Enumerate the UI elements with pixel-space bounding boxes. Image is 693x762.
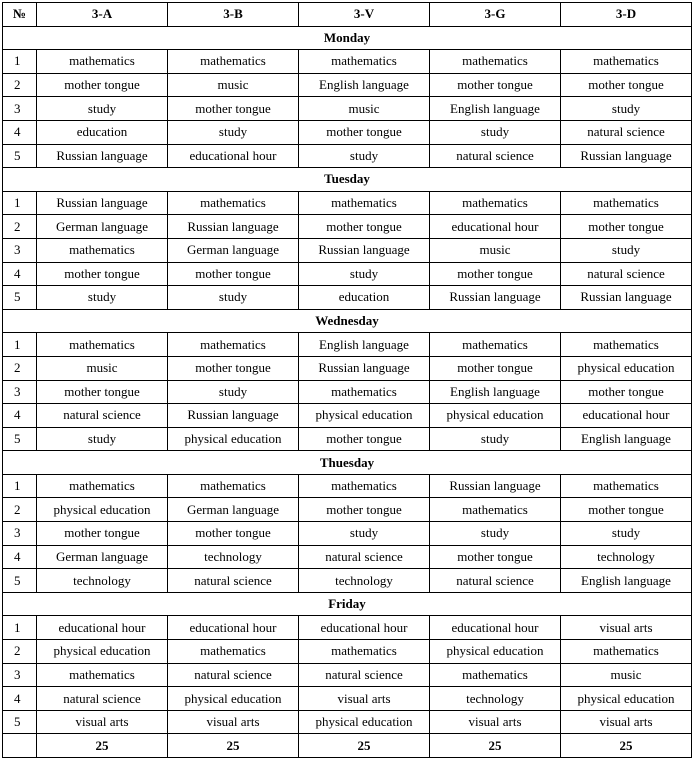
subject-cell: German language bbox=[37, 545, 168, 569]
lesson-row bbox=[3, 144, 692, 168]
subject-cell: physical education bbox=[168, 427, 299, 451]
subject-cell: Russian language bbox=[299, 238, 430, 262]
subject-cell: music bbox=[430, 238, 561, 262]
day-name: Friday bbox=[3, 592, 692, 616]
lesson-number: 3 bbox=[3, 380, 37, 404]
subject-cell: mother tongue bbox=[37, 262, 168, 286]
lesson-number: 2 bbox=[3, 498, 37, 522]
lesson-number: 1 bbox=[3, 474, 37, 498]
subject-cell: technology bbox=[430, 687, 561, 711]
lesson-number: 3 bbox=[3, 238, 37, 262]
subject-cell: mother tongue bbox=[430, 262, 561, 286]
lesson-number: 4 bbox=[3, 120, 37, 144]
subject-cell: English language bbox=[561, 569, 692, 593]
subject-cell: mathematics bbox=[430, 50, 561, 74]
subject-cell: Russian language bbox=[37, 191, 168, 215]
subject-cell: mother tongue bbox=[299, 215, 430, 239]
subject-cell: mathematics bbox=[168, 191, 299, 215]
lesson-row bbox=[3, 97, 692, 121]
subject-cell: English language bbox=[299, 333, 430, 357]
lesson-row bbox=[3, 215, 692, 239]
subject-cell: German language bbox=[168, 238, 299, 262]
subject-cell: mathematics bbox=[168, 50, 299, 74]
subject-cell: Russian language bbox=[561, 286, 692, 310]
lesson-row bbox=[3, 286, 692, 310]
lesson-row bbox=[3, 356, 692, 380]
lesson-row bbox=[3, 710, 692, 734]
totals-row bbox=[3, 734, 692, 758]
subject-cell: visual arts bbox=[299, 687, 430, 711]
day-header-row bbox=[3, 26, 692, 50]
subject-cell: natural science bbox=[299, 545, 430, 569]
lesson-row bbox=[3, 640, 692, 664]
subject-cell: visual arts bbox=[430, 710, 561, 734]
subject-cell: mother tongue bbox=[430, 356, 561, 380]
subject-cell: mathematics bbox=[299, 380, 430, 404]
subject-cell: visual arts bbox=[168, 710, 299, 734]
subject-cell: mathematics bbox=[37, 333, 168, 357]
subject-cell: mother tongue bbox=[299, 120, 430, 144]
subject-cell: study bbox=[430, 120, 561, 144]
lesson-number: 2 bbox=[3, 640, 37, 664]
subject-cell: Russian language bbox=[430, 474, 561, 498]
lesson-row bbox=[3, 569, 692, 593]
lesson-number: 3 bbox=[3, 663, 37, 687]
subject-cell: music bbox=[299, 97, 430, 121]
subject-cell: study bbox=[299, 262, 430, 286]
subject-cell: mother tongue bbox=[168, 522, 299, 546]
total-cell: 25 bbox=[168, 734, 299, 758]
subject-cell: technology bbox=[37, 569, 168, 593]
lesson-number: 5 bbox=[3, 427, 37, 451]
lesson-number: 3 bbox=[3, 522, 37, 546]
header-class-3a: 3-A bbox=[37, 3, 168, 27]
lesson-row bbox=[3, 687, 692, 711]
subject-cell: technology bbox=[168, 545, 299, 569]
subject-cell: mathematics bbox=[168, 474, 299, 498]
day-name: Monday bbox=[3, 26, 692, 50]
subject-cell: mathematics bbox=[430, 191, 561, 215]
lesson-number: 3 bbox=[3, 97, 37, 121]
lesson-number: 2 bbox=[3, 356, 37, 380]
subject-cell: mathematics bbox=[37, 474, 168, 498]
subject-cell: study bbox=[561, 522, 692, 546]
day-name: Thuesday bbox=[3, 451, 692, 475]
subject-cell: mother tongue bbox=[37, 380, 168, 404]
lesson-number: 2 bbox=[3, 215, 37, 239]
lesson-row bbox=[3, 191, 692, 215]
subject-cell: natural science bbox=[561, 262, 692, 286]
lesson-number: 4 bbox=[3, 545, 37, 569]
day-header-row bbox=[3, 451, 692, 475]
subject-cell: physical education bbox=[430, 404, 561, 428]
subject-cell: educational hour bbox=[37, 616, 168, 640]
subject-cell: mathematics bbox=[561, 640, 692, 664]
subject-cell: English language bbox=[561, 427, 692, 451]
lesson-row bbox=[3, 50, 692, 74]
subject-cell: study bbox=[299, 522, 430, 546]
lesson-number: 1 bbox=[3, 191, 37, 215]
lesson-number: 5 bbox=[3, 710, 37, 734]
subject-cell: study bbox=[37, 286, 168, 310]
subject-cell: mathematics bbox=[430, 663, 561, 687]
subject-cell: natural science bbox=[168, 569, 299, 593]
subject-cell: music bbox=[37, 356, 168, 380]
subject-cell: mother tongue bbox=[299, 498, 430, 522]
subject-cell: mother tongue bbox=[561, 73, 692, 97]
lesson-row bbox=[3, 498, 692, 522]
lesson-row bbox=[3, 380, 692, 404]
total-cell: 25 bbox=[430, 734, 561, 758]
subject-cell: mathematics bbox=[561, 474, 692, 498]
header-row bbox=[3, 3, 692, 27]
subject-cell: physical education bbox=[168, 687, 299, 711]
lesson-number: 1 bbox=[3, 616, 37, 640]
schedule-body bbox=[3, 26, 692, 734]
subject-cell: natural science bbox=[430, 144, 561, 168]
subject-cell: mathematics bbox=[168, 333, 299, 357]
subject-cell: Russian language bbox=[561, 144, 692, 168]
lesson-row bbox=[3, 522, 692, 546]
subject-cell: mathematics bbox=[561, 50, 692, 74]
subject-cell: mathematics bbox=[37, 238, 168, 262]
subject-cell: education bbox=[37, 120, 168, 144]
lesson-number: 5 bbox=[3, 144, 37, 168]
subject-cell: Russian language bbox=[430, 286, 561, 310]
subject-cell: educational hour bbox=[430, 616, 561, 640]
subject-cell: mathematics bbox=[299, 50, 430, 74]
subject-cell: English language bbox=[430, 97, 561, 121]
subject-cell: mother tongue bbox=[430, 73, 561, 97]
subject-cell: educational hour bbox=[561, 404, 692, 428]
subject-cell: Russian language bbox=[168, 215, 299, 239]
lesson-row bbox=[3, 262, 692, 286]
day-name: Tuesday bbox=[3, 168, 692, 192]
subject-cell: physical education bbox=[37, 640, 168, 664]
subject-cell: mother tongue bbox=[299, 427, 430, 451]
day-header-row bbox=[3, 168, 692, 192]
header-class-3b: 3-B bbox=[168, 3, 299, 27]
subject-cell: education bbox=[299, 286, 430, 310]
lesson-number: 4 bbox=[3, 262, 37, 286]
subject-cell: Russian language bbox=[37, 144, 168, 168]
subject-cell: mathematics bbox=[37, 663, 168, 687]
subject-cell: educational hour bbox=[168, 616, 299, 640]
lesson-number: 4 bbox=[3, 687, 37, 711]
subject-cell: mathematics bbox=[561, 333, 692, 357]
lesson-row bbox=[3, 616, 692, 640]
lesson-number: 2 bbox=[3, 73, 37, 97]
subject-cell: music bbox=[168, 73, 299, 97]
day-header-row bbox=[3, 592, 692, 616]
subject-cell: natural science bbox=[430, 569, 561, 593]
subject-cell: mother tongue bbox=[37, 522, 168, 546]
subject-cell: mother tongue bbox=[37, 73, 168, 97]
subject-cell: educational hour bbox=[299, 616, 430, 640]
subject-cell: mother tongue bbox=[430, 545, 561, 569]
header-class-3g: 3-G bbox=[430, 3, 561, 27]
subject-cell: visual arts bbox=[37, 710, 168, 734]
subject-cell: mathematics bbox=[37, 50, 168, 74]
subject-cell: mother tongue bbox=[561, 380, 692, 404]
subject-cell: study bbox=[430, 522, 561, 546]
subject-cell: physical education bbox=[430, 640, 561, 664]
lesson-row bbox=[3, 238, 692, 262]
subject-cell: physical education bbox=[561, 687, 692, 711]
subject-cell: Russian language bbox=[168, 404, 299, 428]
subject-cell: natural science bbox=[37, 404, 168, 428]
subject-cell: study bbox=[561, 97, 692, 121]
subject-cell: visual arts bbox=[561, 616, 692, 640]
subject-cell: mathematics bbox=[561, 191, 692, 215]
lesson-row bbox=[3, 427, 692, 451]
subject-cell: mathematics bbox=[299, 191, 430, 215]
subject-cell: physical education bbox=[37, 498, 168, 522]
subject-cell: physical education bbox=[299, 404, 430, 428]
subject-cell: study bbox=[37, 97, 168, 121]
day-name: Wednesday bbox=[3, 309, 692, 333]
totals-label bbox=[3, 734, 37, 758]
subject-cell: mother tongue bbox=[168, 356, 299, 380]
subject-cell: physical education bbox=[299, 710, 430, 734]
subject-cell: natural science bbox=[299, 663, 430, 687]
subject-cell: visual arts bbox=[561, 710, 692, 734]
subject-cell: study bbox=[430, 427, 561, 451]
lesson-row bbox=[3, 663, 692, 687]
subject-cell: mathematics bbox=[430, 333, 561, 357]
header-class-3v: 3-V bbox=[299, 3, 430, 27]
subject-cell: natural science bbox=[37, 687, 168, 711]
lesson-number: 1 bbox=[3, 50, 37, 74]
subject-cell: study bbox=[37, 427, 168, 451]
subject-cell: physical education bbox=[561, 356, 692, 380]
lesson-row bbox=[3, 333, 692, 357]
lesson-number: 1 bbox=[3, 333, 37, 357]
subject-cell: English language bbox=[299, 73, 430, 97]
subject-cell: mother tongue bbox=[168, 262, 299, 286]
day-header-row bbox=[3, 309, 692, 333]
subject-cell: mother tongue bbox=[561, 215, 692, 239]
subject-cell: mathematics bbox=[430, 498, 561, 522]
lesson-row bbox=[3, 120, 692, 144]
subject-cell: mathematics bbox=[168, 640, 299, 664]
lesson-row bbox=[3, 404, 692, 428]
weekly-schedule-table bbox=[2, 2, 692, 758]
subject-cell: music bbox=[561, 663, 692, 687]
subject-cell: natural science bbox=[561, 120, 692, 144]
subject-cell: study bbox=[168, 380, 299, 404]
subject-cell: technology bbox=[561, 545, 692, 569]
subject-cell: English language bbox=[430, 380, 561, 404]
lesson-number: 5 bbox=[3, 569, 37, 593]
subject-cell: German language bbox=[168, 498, 299, 522]
subject-cell: mother tongue bbox=[168, 97, 299, 121]
subject-cell: mathematics bbox=[299, 640, 430, 664]
lesson-number: 5 bbox=[3, 286, 37, 310]
subject-cell: educational hour bbox=[430, 215, 561, 239]
subject-cell: study bbox=[168, 286, 299, 310]
lesson-number: 4 bbox=[3, 404, 37, 428]
subject-cell: natural science bbox=[168, 663, 299, 687]
header-class-3d: 3-D bbox=[561, 3, 692, 27]
header-number: № bbox=[3, 3, 37, 27]
subject-cell: study bbox=[299, 144, 430, 168]
subject-cell: study bbox=[168, 120, 299, 144]
total-cell: 25 bbox=[37, 734, 168, 758]
total-cell: 25 bbox=[561, 734, 692, 758]
subject-cell: educational hour bbox=[168, 144, 299, 168]
subject-cell: Russian language bbox=[299, 356, 430, 380]
subject-cell: mother tongue bbox=[561, 498, 692, 522]
subject-cell: German language bbox=[37, 215, 168, 239]
lesson-row bbox=[3, 474, 692, 498]
total-cell: 25 bbox=[299, 734, 430, 758]
lesson-row bbox=[3, 545, 692, 569]
subject-cell: technology bbox=[299, 569, 430, 593]
subject-cell: mathematics bbox=[299, 474, 430, 498]
lesson-row bbox=[3, 73, 692, 97]
subject-cell: study bbox=[561, 238, 692, 262]
